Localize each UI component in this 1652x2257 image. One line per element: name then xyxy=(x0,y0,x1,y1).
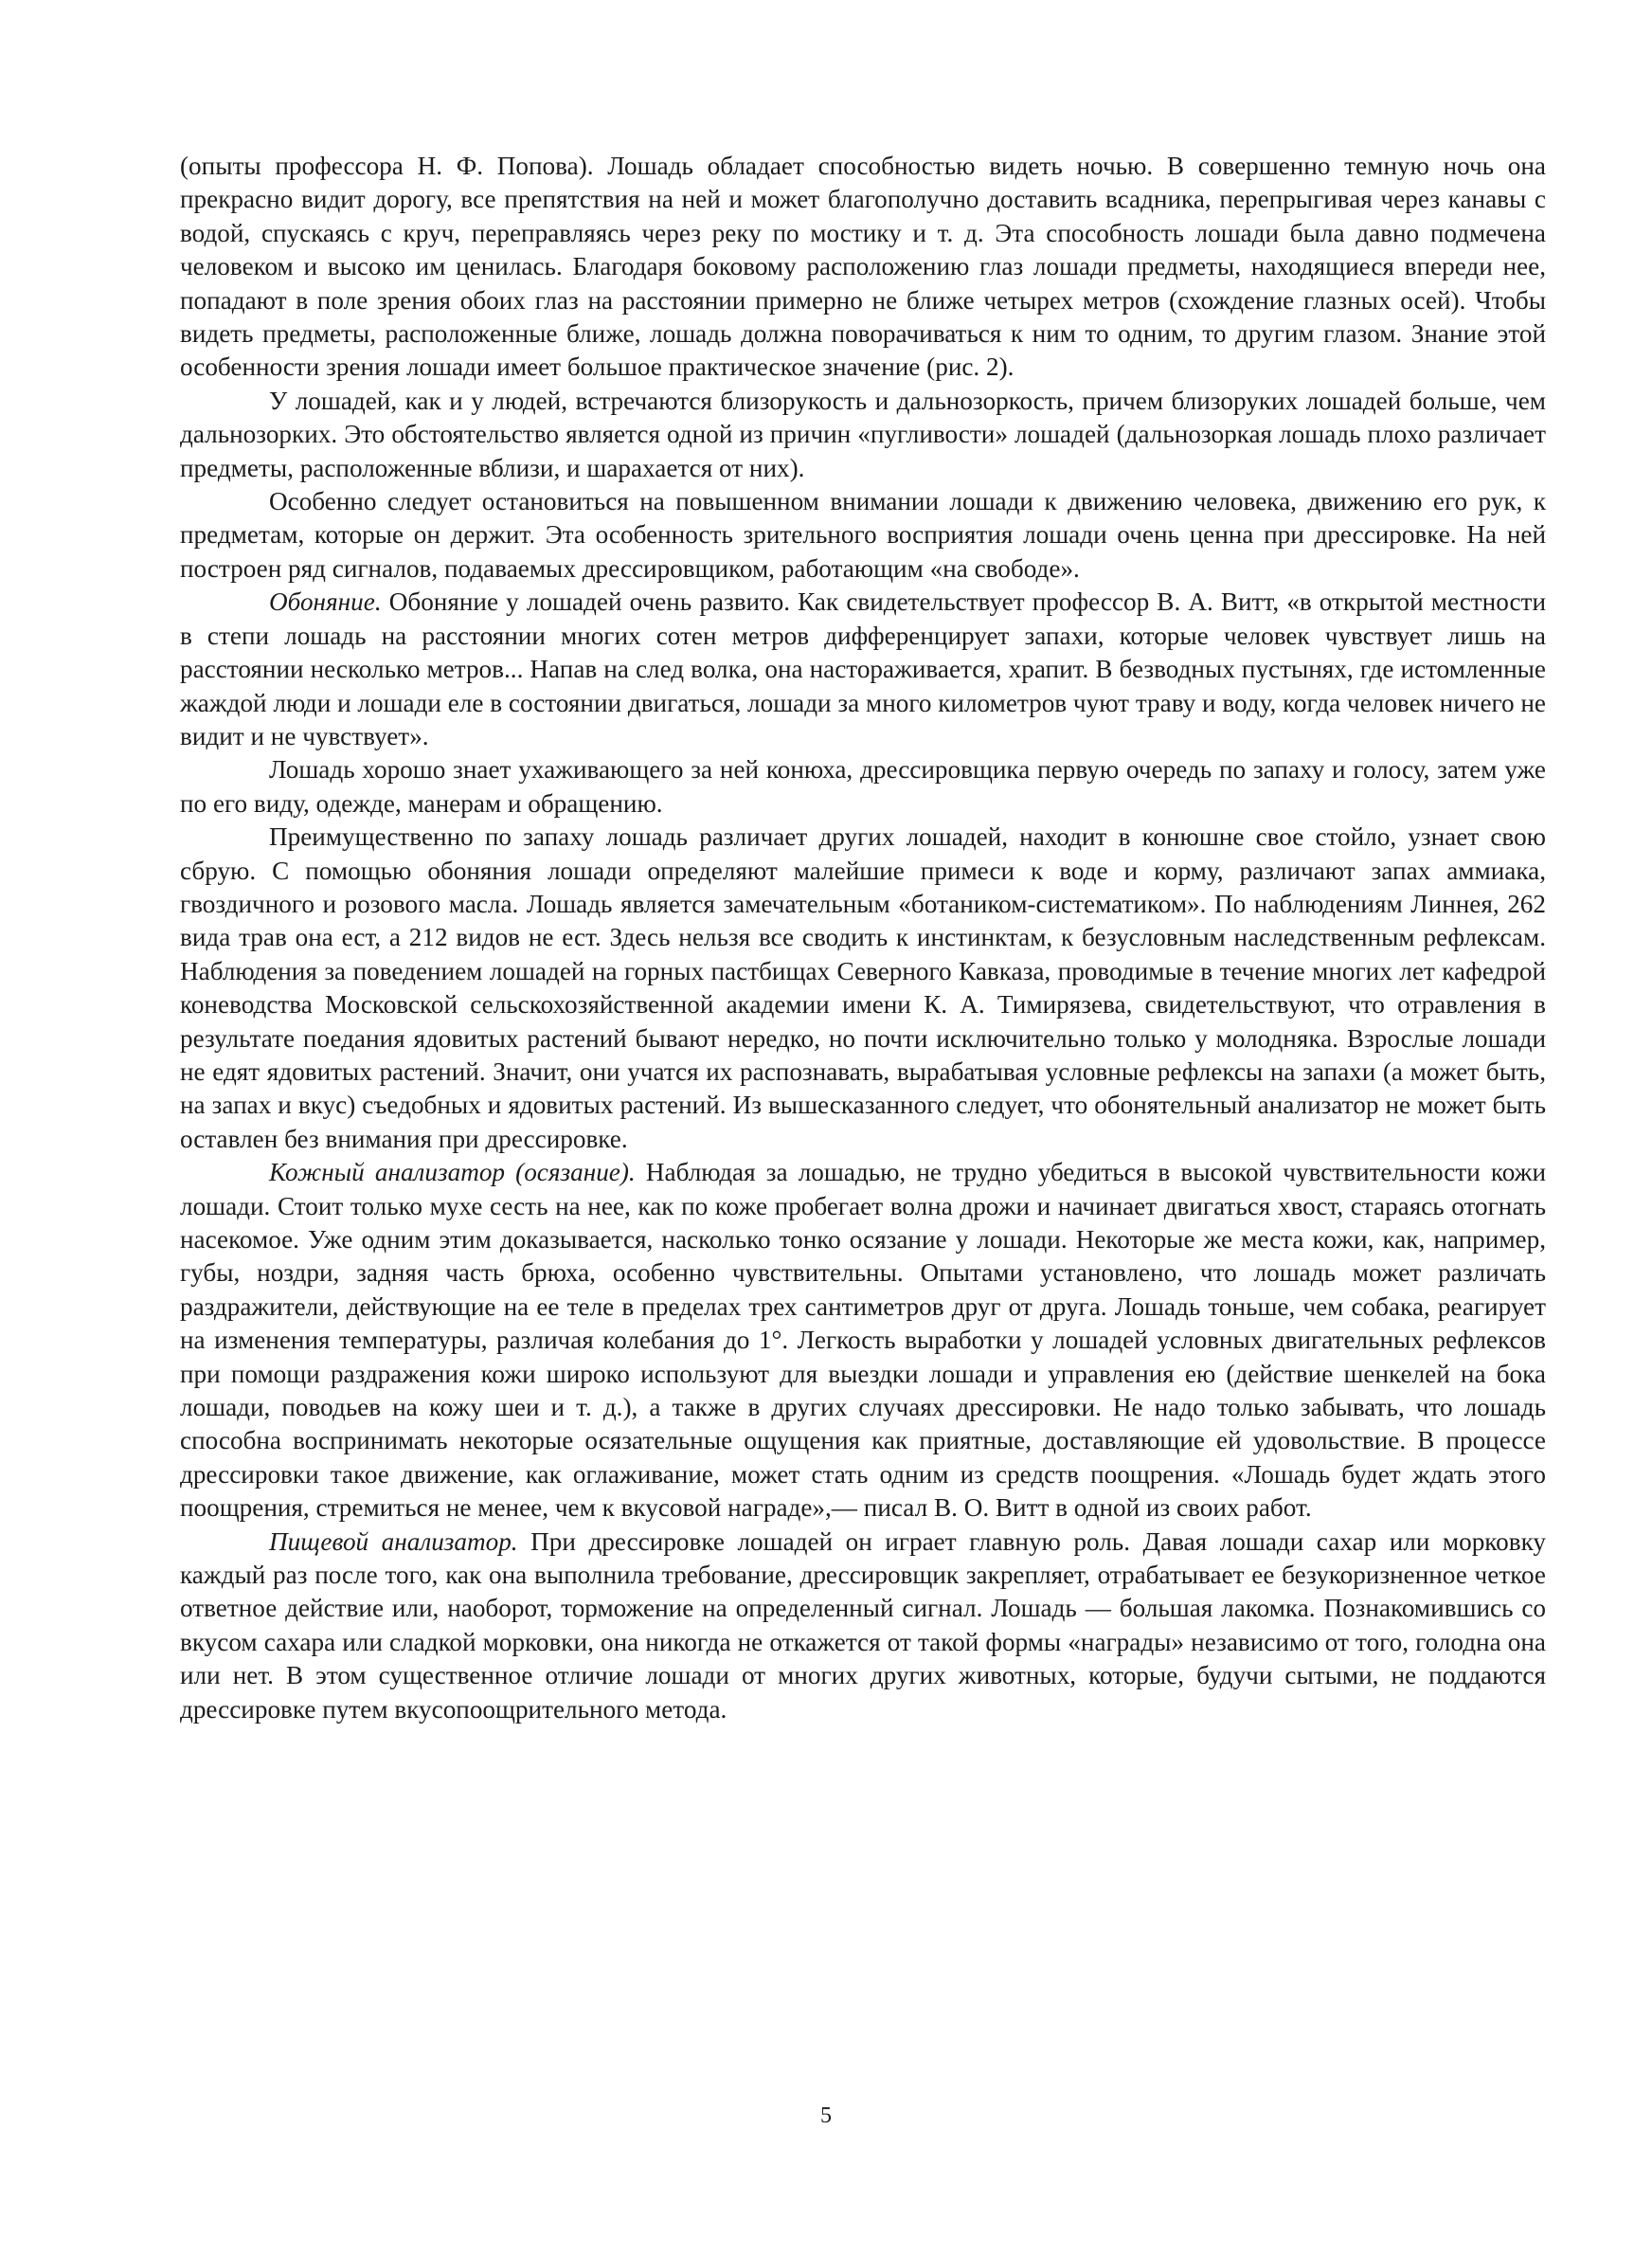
body-text xyxy=(180,150,1546,1726)
paragraph-recognition xyxy=(180,753,1546,821)
paragraph-lead: Обоняние. xyxy=(269,587,382,617)
paragraph-text: Наблюдая за лошадью, не трудно убедиться в высокой чувствительности кожи лошади. Стоит только мухе сесть на нее, как по коже пробегает волна дрожи и начинает двигаться хвост, стараясь отогнать насекомое. Уже одним этим доказывается, насколько тонко осязание у лошади. Некоторые же места кожи, как, например, губы, ноздри, задняя часть брюха, особенно чувствительны. Опытами установлено, что лошадь может различать раздражители, действующие на ее теле в пределах трех сантиметров друг от друга. Лошадь тоньше, чем собака, реагирует на изменения температуры, различая колебания до 1°. Легкость выработки у лошадей условных двигательных рефлексов при помощи раздражения кожи широко используют для выездки лошади и управления ею (действие шенкелей на бока лошади, поводьев на кожу шеи и т. д.), а также в других случаях дрессировки. Не надо только забывать, что лошадь способна воспринимать некоторые осязательные ощущения как приятные, доставляющие ей удовольствие. В процессе дрессировки такое движение, как оглаживание, может стать одним из средств поощрения. «Лошадь будет ждать этого поощрения, стремиться не менее, чем к вкусовой награде»,— писал В. О. Витт в одной из своих работ. xyxy=(180,1158,1546,1523)
paragraph-text: Лошадь хорошо знает ухаживающего за ней конюха, дрессировщика первую очередь по запаху и голосу, затем уже по его виду, одежде, манерам и обращению. xyxy=(180,755,1546,818)
paragraph-text: У лошадей, как и у людей, встречаются близорукость и дальнозоркость, причем близоруких лошадей больше, чем дальнозорких. Это обстоятельство является одной из причин «пугливости» лошадей (дальнозоркая лошадь плохо различает предметы, расположенные вблизи, и шарахается от них). xyxy=(180,386,1546,482)
paragraph-lead: Кожный анализатор (осязание). xyxy=(269,1158,636,1187)
paragraph-lead: Пищевой анализатор. xyxy=(269,1526,518,1556)
paragraph-vision-night xyxy=(180,150,1546,385)
page-number: 5 xyxy=(820,2104,832,2128)
paragraph-smell-discrimination xyxy=(180,821,1546,1156)
paragraph-smell xyxy=(180,586,1546,753)
paragraph-text: Обоняние у лошадей очень развито. Как свидетельствует профессор В. А. Витт, «в открытой местности в степи лошадь на расстоянии многих сотен метров дифференцирует запахи, которые человек чувствует лишь на расстоянии несколько метров... Напав на след волка, она настораживается, храпит. В безводных пустынях, где истомленные жаждой люди и лошади еле в состоянии двигаться, лошади за много километров чуют траву и воду, когда человек ничего не видит и не чувствует». xyxy=(180,587,1546,750)
paragraph-food-analyzer xyxy=(180,1526,1546,1726)
paragraph-text: При дрессировке лошадей он играет главную роль. Давая лошади сахар или морковку каждый раз после того, как она выполнила требование, дрессировщик закрепляет, отрабатывает ее безукоризненное четкое ответное действие или, наоборот, торможение на определенный сигнал. Лошадь — большая лакомка. Познакомившись со вкусом сахара или сладкой морковки, она никогда не откажется от такой формы «награды» независимо от того, голодна она или нет. В этом существенное отличие лошади от многих других животных, которые, будучи сытыми, не поддаются дрессировке путем вкусопоощрительного метода. xyxy=(180,1526,1546,1724)
paragraph-attention-to-movement xyxy=(180,485,1546,586)
paragraph-text: Особенно следует остановиться на повышенном внимании лошади к движению человека, движению его рук, к предметам, которые он держит. Эта особенность зрительного восприятия лошади очень ценна при дрессировке. На ней построен ряд сигналов, подаваемых дрессировщиком, работающим «на свободе». xyxy=(180,487,1546,583)
paragraph-myopia xyxy=(180,385,1546,485)
paragraph-text: (опыты профессора Н. Ф. Попова). Лошадь обладает способностью видеть ночью. В совершенно темную ночь она прекрасно видит дорогу, все препятствия на ней и может благополучно доставить всадника, перепрыгивая через канавы с водой, спускаясь с круч, переправляясь через реку по мостику и т. д. Эта способность лошади была давно подмечена человеком и высоко им ценилась. Благодаря боковому расположению глаз лошади предметы, находящиеся впереди нее, попадают в поле зрения обоих глаз на расстоянии примерно не ближе четырех метров (схождение глазных осей). Чтобы видеть предметы, расположенные ближе, лошадь должна поворачиваться к ним то одним, то другим глазом. Знание этой особенности зрения лошади имеет большое практическое значение (рис. 2). xyxy=(180,152,1546,382)
paragraph-text: Преимущественно по запаху лошадь различает других лошадей, находит в конюшне свое стойло, узнает свою сбрую. С помощью обоняния лошади определяют малейшие примеси к воде и корму, различают запах аммиака, гвоздичного и розового масла. Лошадь является замечательным «ботаником-систематиком». По наблюдениям Линнея, 262 вида трав она ест, а 212 видов не ест. Здесь нельзя все сводить к инстинктам, к безусловным наследственным рефлексам. Наблюдения за поведением лошадей на горных пастбищах Северного Кавказа, проводимые в течение многих лет кафедрой коневодства Московской сельскохозяйственной академии имени К. А. Тимирязева, свидетельствуют, что отравления в результате поедания ядовитых растений бывают нередко, но почти исключительно только у молодняка. Взрослые лошади не едят ядовитых растений. Значит, они учатся их распознавать, вырабатывая условные рефлексы на запахи (а может быть, на запах и вкус) съедобных и ядовитых растений. Из вышесказанного следует, что обонятельный анализатор не может быть оставлен без внимания при дрессировке. xyxy=(180,822,1546,1153)
paragraph-skin-analyzer xyxy=(180,1156,1546,1525)
